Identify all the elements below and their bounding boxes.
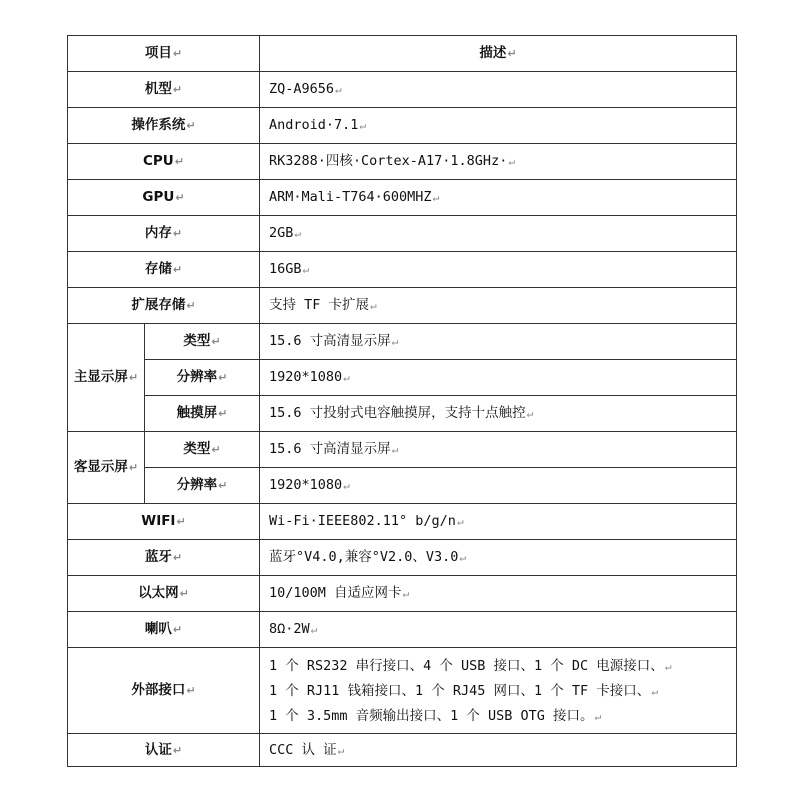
main-display-type-value: 15.6 寸高清显示屏 [269,333,391,350]
cust-display-group-cell [68,432,145,504]
paragraph-mark: ↵ [186,299,196,313]
paragraph-mark: ↵ [594,709,602,723]
paragraph-mark: ↵ [335,83,342,97]
row-cpu [68,144,737,180]
paragraph-mark: ↵ [186,119,196,133]
header-item-cell [68,36,260,72]
model-value: ZQ-A9656 [269,81,335,98]
paragraph-mark: ↵ [337,743,345,757]
row-storage [68,252,737,288]
paragraph-mark: ↵ [402,587,410,601]
paragraph-mark: ↵ [370,299,377,313]
paragraph-mark: ↵ [456,515,464,529]
ports-value-cell [260,648,737,734]
ethernet-value: 10/100M 自适应网卡 [269,585,402,602]
ports-label: 外部接口 [131,682,186,699]
ports-line [269,679,736,704]
row-ram [68,216,737,252]
paragraph-mark: ↵ [391,335,399,349]
paragraph-mark: ↵ [172,263,183,277]
main-display-res-value: 1920*1080 [269,369,343,386]
wifi-value: Wi-Fi·IEEE802.11° b/g/n [269,513,456,530]
speaker-label: 喇叭 [144,621,172,638]
model-label: 机型 [144,81,172,98]
row-bluetooth [68,540,737,576]
paragraph-mark: ↵ [211,335,221,349]
paragraph-mark: ↵ [179,587,189,601]
bluetooth-value: 蓝牙°V4.0,兼容°V2.0、V3.0 [269,549,459,566]
paragraph-mark: ↵ [218,407,228,421]
header-row [68,36,737,72]
speaker-value: 8Ω·2W [269,621,310,638]
row-ethernet [68,576,737,612]
cust-display-res-value: 1920*1080 [269,477,343,494]
main-display-touch-value: 15.6 寸投射式电容触摸屏，支持十点触控 [269,405,526,422]
row-main-display-type [68,324,737,360]
paragraph-mark: ↵ [172,623,183,637]
paragraph-mark: ↵ [172,743,183,757]
row-wifi [68,504,737,540]
ports-line-text: 1 个 RJ11 钱箱接口、1 个 RJ45 网口、1 个 TF 卡接口、 [269,682,651,699]
paragraph-mark: ↵ [343,371,350,385]
ext-storage-label: 扩展存储 [131,297,186,314]
paragraph-mark: ↵ [175,191,185,205]
ports-line-text: 1 个 3.5mm 音频输出接口、1 个 USB OTG 接口。 [269,707,594,724]
row-model [68,72,737,108]
row-speaker [68,612,737,648]
paragraph-mark: ↵ [128,371,139,385]
cust-display-res-label: 分辨率 [176,477,218,494]
row-cust-display-type [68,432,737,468]
paragraph-mark: ↵ [459,551,467,565]
row-ports [68,648,737,734]
cpu-value: RK3288·四核·Cortex-A17·1.8GHz· [269,153,508,170]
certification-label: 认证 [144,741,172,758]
main-display-res-label: 分辨率 [176,369,218,386]
main-display-group-label: 主显示屏 [73,369,128,386]
storage-value: 16GB [269,261,302,278]
paragraph-mark: ↵ [310,623,318,637]
paragraph-mark: ↵ [432,191,440,205]
ports-line [269,704,736,729]
cpu-label: CPU [143,153,174,170]
ext-storage-value: 支持 TF 卡扩展 [269,297,370,314]
gpu-label: GPU [142,189,175,206]
paragraph-mark: ↵ [172,227,183,241]
paragraph-mark: ↵ [651,684,658,698]
wifi-label: WIFI [141,513,176,530]
paragraph-mark: ↵ [526,407,534,421]
row-main-display-res [68,360,737,396]
paragraph-mark: ↵ [294,227,302,241]
gpu-value: ARM·Mali-T764·600MHZ [269,189,432,206]
ports-line [269,654,736,679]
paragraph-mark: ↵ [507,47,517,61]
row-os [68,108,737,144]
spec-table [67,35,737,767]
storage-label: 存储 [144,261,172,278]
paragraph-mark: ↵ [174,155,184,169]
header-desc-cell [260,36,737,72]
os-value: Android·7.1 [269,117,359,134]
paragraph-mark: ↵ [218,479,228,493]
header-desc-label: 描述 [479,45,507,62]
cust-display-type-label: 类型 [183,441,211,458]
row-certification [68,734,737,767]
certification-value: CCC 认 证 [269,741,337,758]
main-display-touch-label: 触摸屏 [176,405,218,422]
cust-display-group-label: 客显示屏 [73,459,128,476]
paragraph-mark: ↵ [391,443,399,457]
paragraph-mark: ↵ [172,551,183,565]
bluetooth-label: 蓝牙 [144,549,172,566]
paragraph-mark: ↵ [172,47,183,61]
ram-label: 内存 [144,225,172,242]
main-display-group-cell [68,324,145,432]
paragraph-mark: ↵ [186,684,196,698]
ram-value: 2GB [269,225,294,242]
paragraph-mark: ↵ [211,443,221,457]
paragraph-mark: ↵ [508,155,515,169]
row-gpu [68,180,737,216]
ethernet-label: 以太网 [138,585,179,602]
paragraph-mark: ↵ [176,515,186,529]
paragraph-mark: ↵ [172,83,183,97]
paragraph-mark: ↵ [359,119,367,133]
paragraph-mark: ↵ [343,479,350,493]
main-display-type-label: 类型 [183,333,211,350]
paragraph-mark: ↵ [218,371,228,385]
cust-display-type-value: 15.6 寸高清显示屏 [269,441,391,458]
paragraph-mark: ↵ [302,263,310,277]
os-label: 操作系统 [131,117,186,134]
header-item-label: 项目 [144,45,172,62]
row-ext-storage [68,288,737,324]
row-main-display-touch [68,396,737,432]
paragraph-mark: ↵ [128,461,139,475]
paragraph-mark: ↵ [664,659,672,673]
row-cust-display-res [68,468,737,504]
ports-line-text: 1 个 RS232 串行接口、4 个 USB 接口、1 个 DC 电源接口、 [269,657,664,674]
